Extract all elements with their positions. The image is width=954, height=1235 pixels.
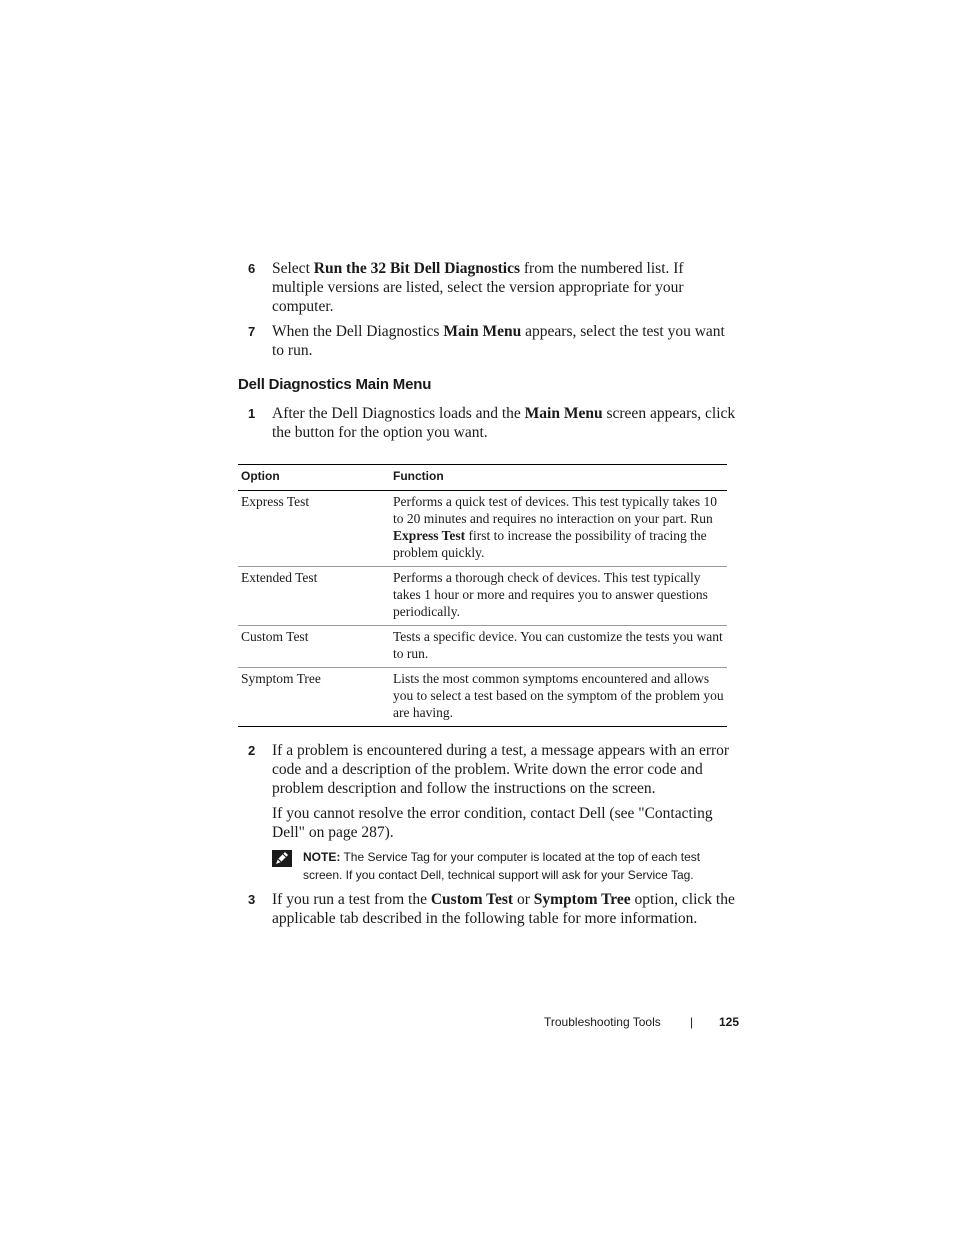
step-text: screen appears, click the button for the option you want. [272, 405, 736, 441]
function-cell [390, 626, 727, 668]
pencil-note-icon [272, 850, 292, 867]
footer-separator: | [690, 1015, 694, 1029]
ui-term: Express Test [393, 528, 466, 543]
option-cell: Symptom Tree [238, 668, 390, 727]
step-text: appears, select the test you want to run. [272, 323, 725, 359]
step-text: If a problem is encountered during a test, a message appears with an error code and a description of the problem. Write down the error code and problem description and follow the instructions on the screen. [272, 742, 730, 797]
options-table [238, 464, 727, 727]
table-row [238, 626, 727, 668]
step-number: 7 [248, 324, 256, 339]
function-text: Lists the most common symptoms encountered and allows you to select a test based on the symptom of the problem you are having. [393, 671, 724, 720]
function-cell [390, 668, 727, 727]
option-cell: Custom Test [238, 626, 390, 668]
step-text: from the numbered list. If multiple versions are listed, select the version appropriate for your computer. [272, 260, 684, 315]
function-text: first to increase the possibility of tracing the problem quickly. [393, 528, 707, 560]
step-2 [248, 741, 738, 798]
page-number: 125 [719, 1015, 740, 1029]
function-text: Performs a thorough check of devices. This test typically takes 1 hour or more and requires you to answer questions periodically. [393, 570, 708, 619]
step-number: 1 [248, 406, 256, 421]
step-text: or [513, 891, 534, 908]
header-function: Function [390, 465, 727, 491]
ui-term: Run the 32 Bit Dell Diagnostics [313, 260, 520, 277]
step-6 [248, 259, 738, 316]
function-text: Tests a specific device. You can customize the tests you want to run. [393, 629, 723, 661]
table-header-row [238, 465, 727, 491]
ui-term: Main Menu [524, 405, 603, 422]
option-cell: Express Test [238, 491, 390, 567]
step-3 [248, 890, 738, 928]
step-1 [248, 404, 738, 442]
step-2-followup: If you cannot resolve the error condition, contact Dell (see "Contacting Dell" on page 287). [272, 805, 713, 841]
step-number: 2 [248, 743, 256, 758]
step-7 [248, 322, 738, 360]
step-text: If you run a test from the [272, 891, 431, 908]
ui-term: Symptom Tree [533, 891, 631, 908]
step-text: When the Dell Diagnostics [272, 323, 444, 340]
section-heading: Dell Diagnostics Main Menu [238, 376, 432, 393]
function-cell [390, 567, 727, 626]
step-text: Select [272, 260, 314, 277]
function-cell [390, 491, 727, 567]
note-label: NOTE: [303, 850, 341, 864]
note-box [272, 848, 738, 884]
ui-term: Main Menu [443, 323, 522, 340]
table-row [238, 668, 727, 727]
function-text: Performs a quick test of devices. This test typically takes 10 to 20 minutes and requires no interaction on your part. Run [393, 494, 718, 526]
step-text: After the Dell Diagnostics loads and the [272, 405, 525, 422]
footer-section: Troubleshooting Tools [544, 1015, 661, 1029]
table-row [238, 491, 727, 567]
option-cell: Extended Test [238, 567, 390, 626]
header-option: Option [238, 465, 390, 491]
ui-term: Custom Test [430, 891, 514, 908]
step-number: 3 [248, 892, 256, 907]
note-text: The Service Tag for your computer is located at the top of each test screen. If you contact Dell, technical support will ask for your Service Tag. [303, 850, 701, 882]
step-text: option, click the applicable tab described in the following table for more information. [272, 891, 735, 927]
step-number: 6 [248, 261, 256, 276]
table-row [238, 567, 727, 626]
